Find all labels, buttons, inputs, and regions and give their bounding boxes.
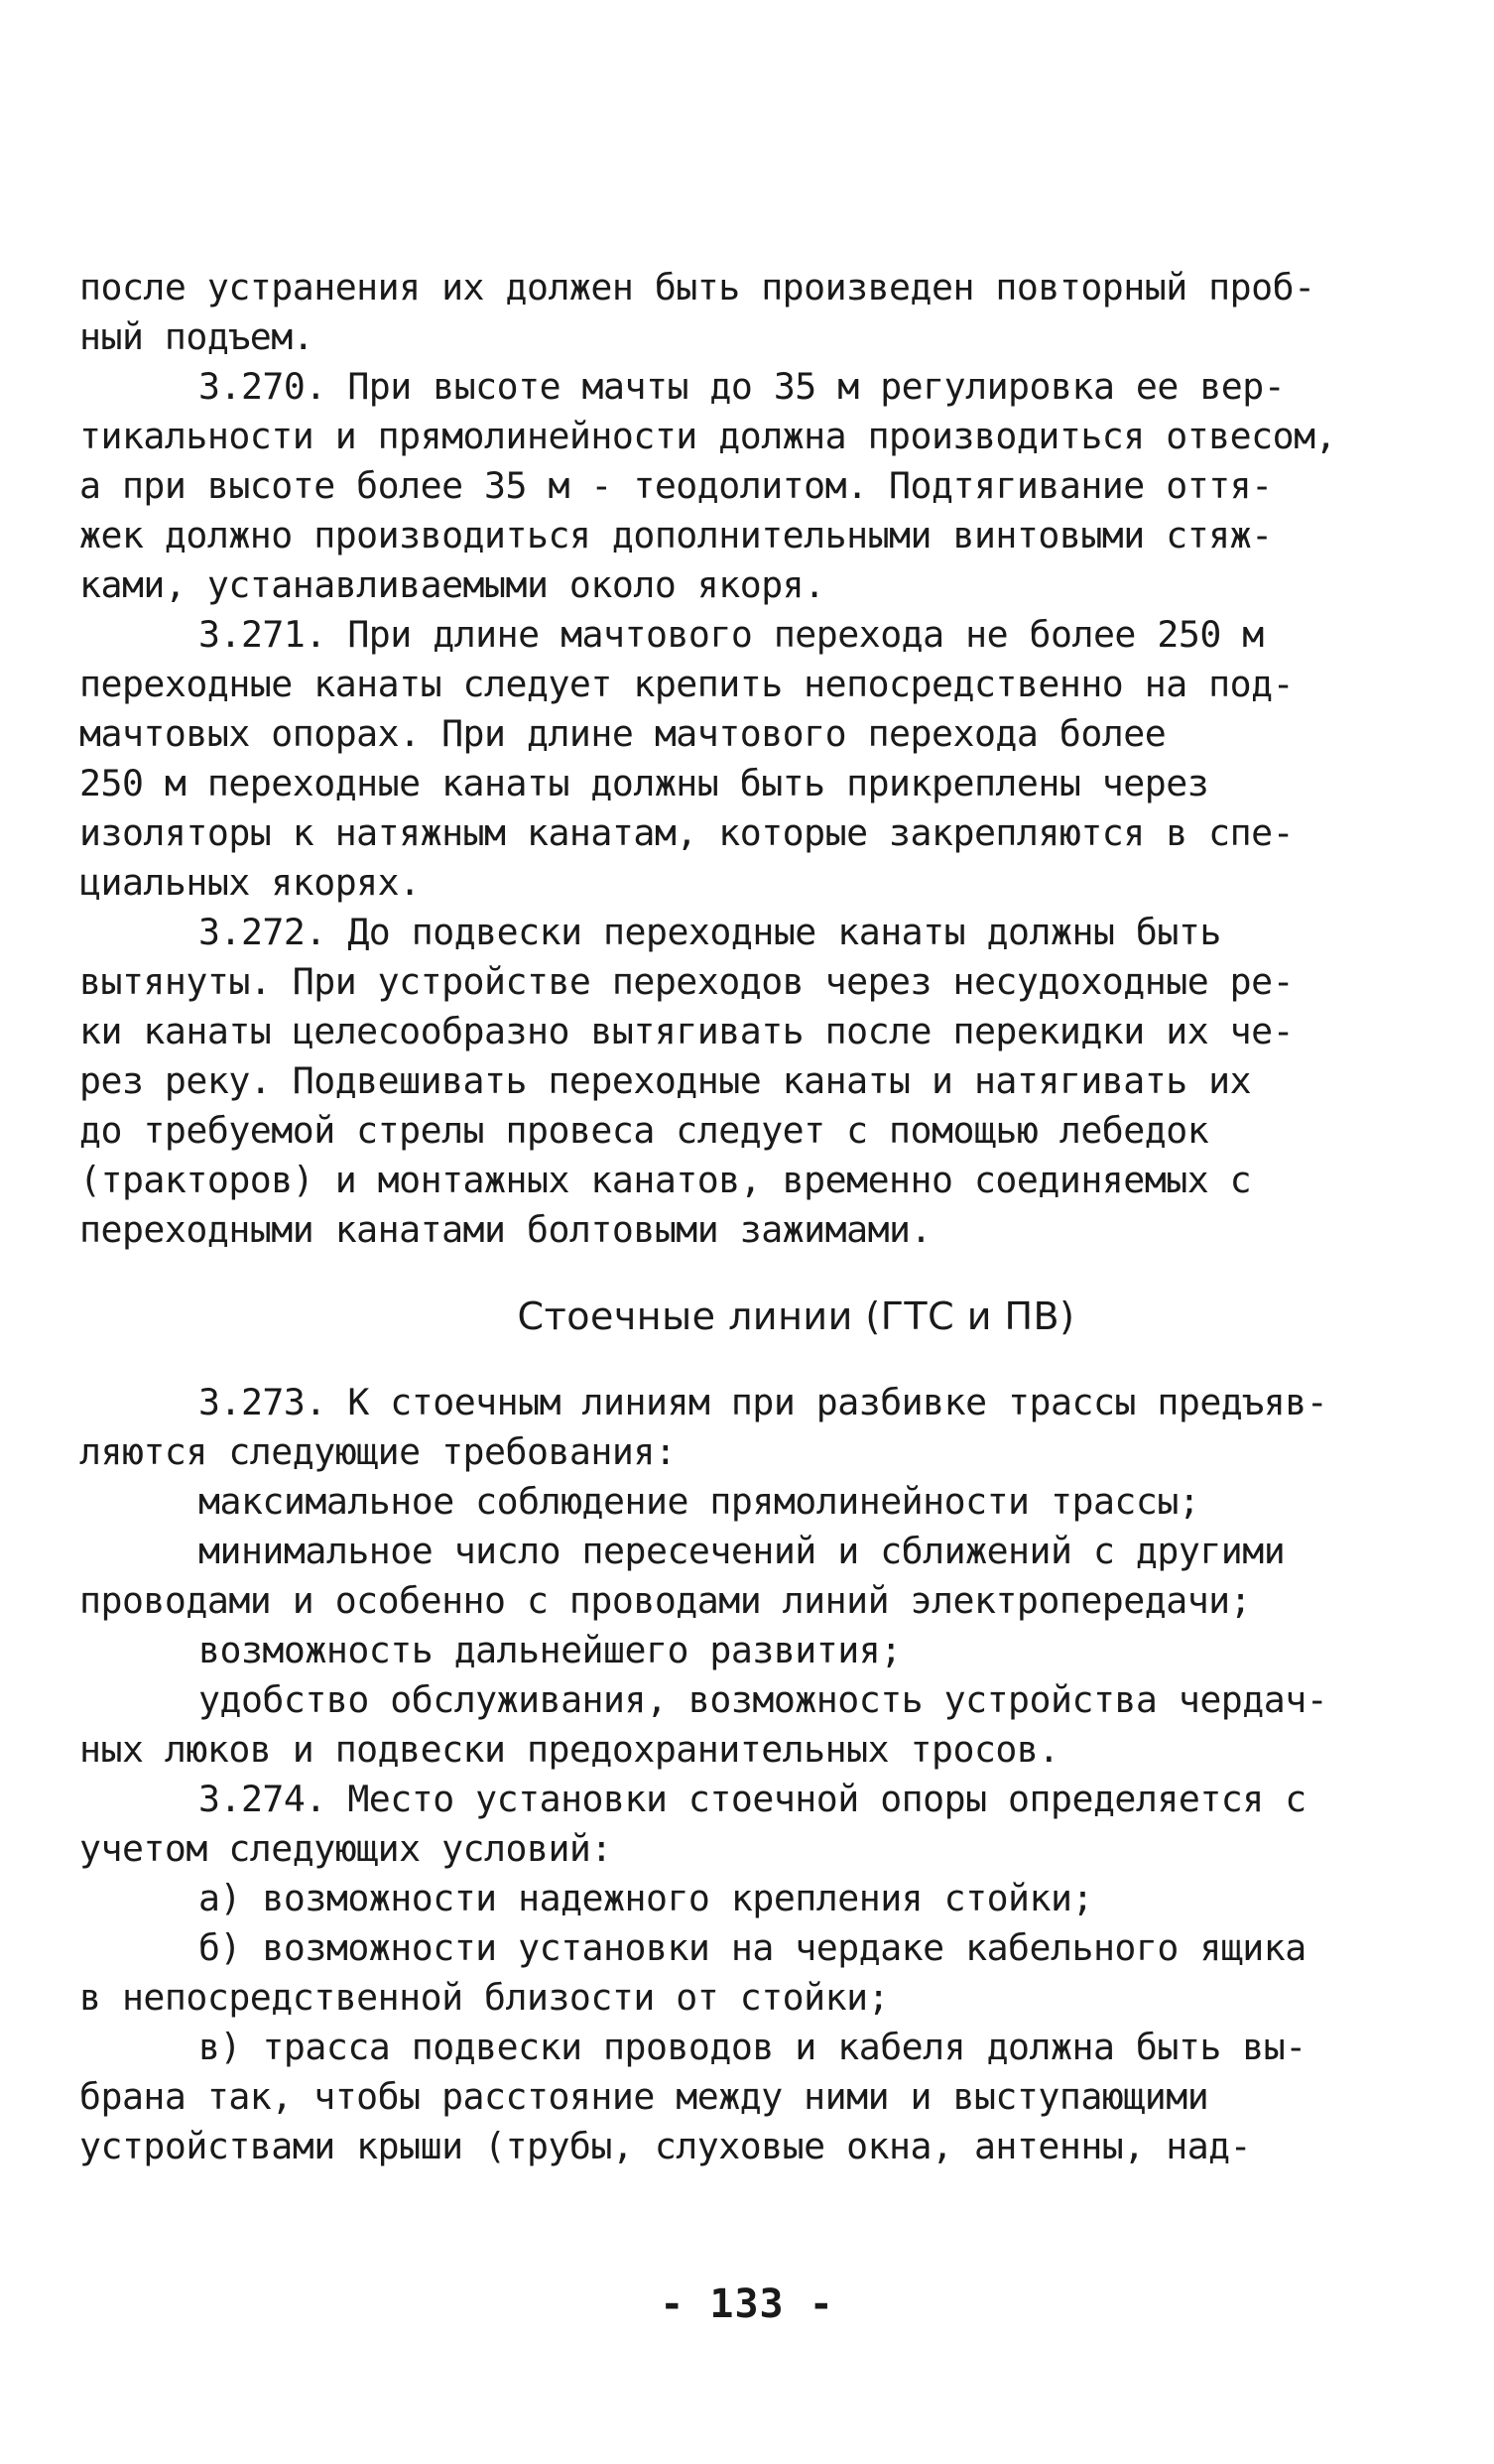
body-text-bottom <box>79 1378 1424 2171</box>
text-line: 250 м переходные канаты должны быть прикреплены через <box>79 762 1209 804</box>
text-line: а) возможности надежного крепления стойки; <box>198 1877 1093 1919</box>
text-line: в непосредственной близости от стойки; <box>79 1976 890 2019</box>
text-line: 3.271. При длине мачтового перехода не более 250 м <box>198 613 1264 656</box>
text-line: брана так, чтобы расстояние между ними и выступающими <box>79 2075 1209 2118</box>
text-line: максимальное соблюдение прямолинейности трассы; <box>198 1480 1200 1523</box>
text-line: тикальности и прямолинейности должна производиться отвесом, <box>79 415 1337 457</box>
section-heading: Стоечные линии (ГТС и ПВ) <box>517 1294 1075 1338</box>
text-line: ных люков и подвески предохранительных тросов. <box>79 1728 1059 1771</box>
text-line: проводами и особенно с проводами линий электропередачи; <box>79 1579 1252 1622</box>
text-line: удобство обслуживания, возможность устройства чердач- <box>198 1678 1328 1721</box>
text-line: (тракторов) и монтажных канатов, временно соединяемых с <box>79 1159 1252 1201</box>
text-line: циальных якорях. <box>79 861 421 904</box>
text-line: ляются следующие требования: <box>79 1430 677 1473</box>
spacer <box>79 1255 1424 1285</box>
text-line: а при высоте более 35 м - теодолитом. Подтягивание оття- <box>79 464 1273 507</box>
text-line: устройствами крыши (трубы, слуховые окна, антенны, над- <box>79 2125 1252 2167</box>
text-line: возможность дальнейшего развития; <box>198 1629 902 1671</box>
body-text-top <box>79 263 1424 1255</box>
page-number: - 133 - <box>660 2281 834 2327</box>
spacer <box>79 1348 1424 1378</box>
document-page <box>79 263 1424 2171</box>
text-line: переходными канатами болтовыми зажимами. <box>79 1208 932 1251</box>
text-line: мачтовых опорах. При длине мачтового перехода более <box>79 712 1167 755</box>
text-line: рез реку. Подвешивать переходные канаты и натягивать их <box>79 1059 1252 1102</box>
text-line: учетом следующих условий: <box>79 1827 612 1870</box>
text-line: 3.273. К стоечным линиям при разбивке трассы предъяв- <box>198 1381 1328 1423</box>
text-line: вытянуты. При устройстве переходов через несудоходные ре- <box>79 960 1295 1003</box>
text-line: 3.272. До подвески переходные канаты должны быть <box>198 911 1221 953</box>
text-line: в) трасса подвески проводов и кабеля должна быть вы- <box>198 2026 1307 2068</box>
text-line: ками, устанавливаемыми около якоря. <box>79 563 825 606</box>
text-line: б) возможности установки на чердаке кабельного ящика <box>198 1926 1307 1969</box>
text-line: после устранения их должен быть произведен повторный проб- <box>79 266 1315 308</box>
text-line: 3.274. Место установки стоечной опоры определяется с <box>198 1778 1307 1820</box>
text-line: минимальное число пересечений и сближений с другими <box>198 1530 1286 1572</box>
text-line: жек должно производиться дополнительными винтовыми стяж- <box>79 514 1273 556</box>
text-line: ный подъем. <box>79 315 314 358</box>
text-line: 3.270. При высоте мачты до 35 м регулировка ее вер- <box>198 365 1286 408</box>
text-line: ки канаты целесообразно вытягивать после перекидки их че- <box>79 1010 1295 1052</box>
text-line: изоляторы к натяжным канатам, которые закрепляются в спе- <box>79 811 1295 854</box>
text-line: переходные канаты следует крепить непосредственно на под- <box>79 663 1295 705</box>
text-line: до требуемой стрелы провеса следует с помощью лебедок <box>79 1109 1209 1152</box>
